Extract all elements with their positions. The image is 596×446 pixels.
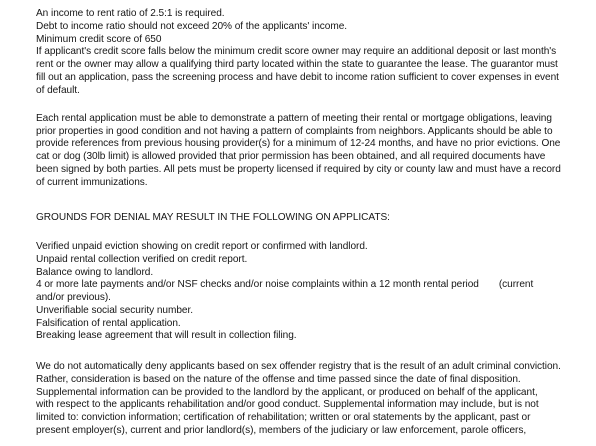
credit-score-requirement: Minimum credit score of 650 <box>36 33 162 45</box>
denial-item-text: 4 or more late payments and/or NSF checks and/or noise complaints within a 12 month rental period <box>36 279 479 291</box>
paragraph-line: provide references from previous housing provider(s) for a minimum of 12-24 months, and have no prior evictions. One <box>36 138 561 150</box>
paragraph-line: Each rental application must be able to demonstrate a pattern of meeting their rental or mortgage obligations, leaving <box>36 112 552 124</box>
paragraph-line: of current immunizations. <box>36 176 148 188</box>
denial-heading: GROUNDS FOR DENIAL MAY RESULT IN THE FOLLOWING ON APPLICATS: <box>36 212 390 223</box>
denial-item: Verified unpaid eviction showing on credit report or confirmed with landlord. <box>36 241 368 252</box>
denial-item-continuation: (current <box>498 279 534 291</box>
denial-item <box>36 279 533 292</box>
denial-item: Breaking lease agreement that will result in collection filing. <box>36 330 297 342</box>
guarantor-policy-line: If applicant's credit score falls below the minimum credit score owner may require an additional deposit or last month's <box>36 46 557 58</box>
denial-item: Unpaid rental collection verified on credit report. <box>36 253 248 265</box>
paragraph-line: Rather, consideration is based on the nature of the offense and time passed since the date of final disposition. <box>36 373 521 385</box>
paragraph-line: cat or dog (30lb limit) is allowed provided that prior permission has been obtained, and all required documents have <box>36 151 546 162</box>
guarantor-policy-line: rent or the owner may allow a qualifying third party located within the state to guarantee the lease. The guarantor must <box>36 59 558 70</box>
denial-item: Falsification of rental application. <box>36 317 181 329</box>
paragraph-line: We do not automatically deny applicants based on sex offender registry that is the result of an adult criminal conviction. <box>36 361 561 372</box>
debt-ratio-requirement: Debt to income ratio should not exceed 20% of the applicants' income. <box>36 20 348 32</box>
denial-item: Unverifiable social security number. <box>36 304 193 316</box>
income-ratio-requirement: An income to rent ratio of 2.5:1 is required. <box>36 8 225 19</box>
paragraph-line: with respect to the applicants rehabilitation and/or good conduct. Supplemental information may include, but is not <box>36 399 539 411</box>
guarantor-policy-line: of default. <box>36 84 80 96</box>
paragraph-line: limited to: conviction information; certification of rehabilitation; written or oral statements by the applicant, past or <box>36 412 531 423</box>
paragraph-line: been signed by both parties. All pets must be property licensed if required by city or county law and must have a record <box>36 163 561 175</box>
paragraph-line: present employer(s), current and prior landlord(s), members of the judiciary or law enforcement, parole officers, <box>36 424 527 436</box>
denial-item: Balance owing to landlord. <box>36 266 154 278</box>
guarantor-policy-line: fill out an application, pass the screening process and have debit to income ration sufficient to cover expenses in event <box>36 71 559 83</box>
paragraph-line: Supplemental information can be provided to the landlord by the applicant, or produced on behalf of the applicant, <box>36 386 538 398</box>
paragraph-line: prior properties in good condition and not having a pattern of complaints from neighbors. Applicants should be able to <box>36 125 553 137</box>
denial-item-continuation-line: and/or previous). <box>36 292 111 303</box>
